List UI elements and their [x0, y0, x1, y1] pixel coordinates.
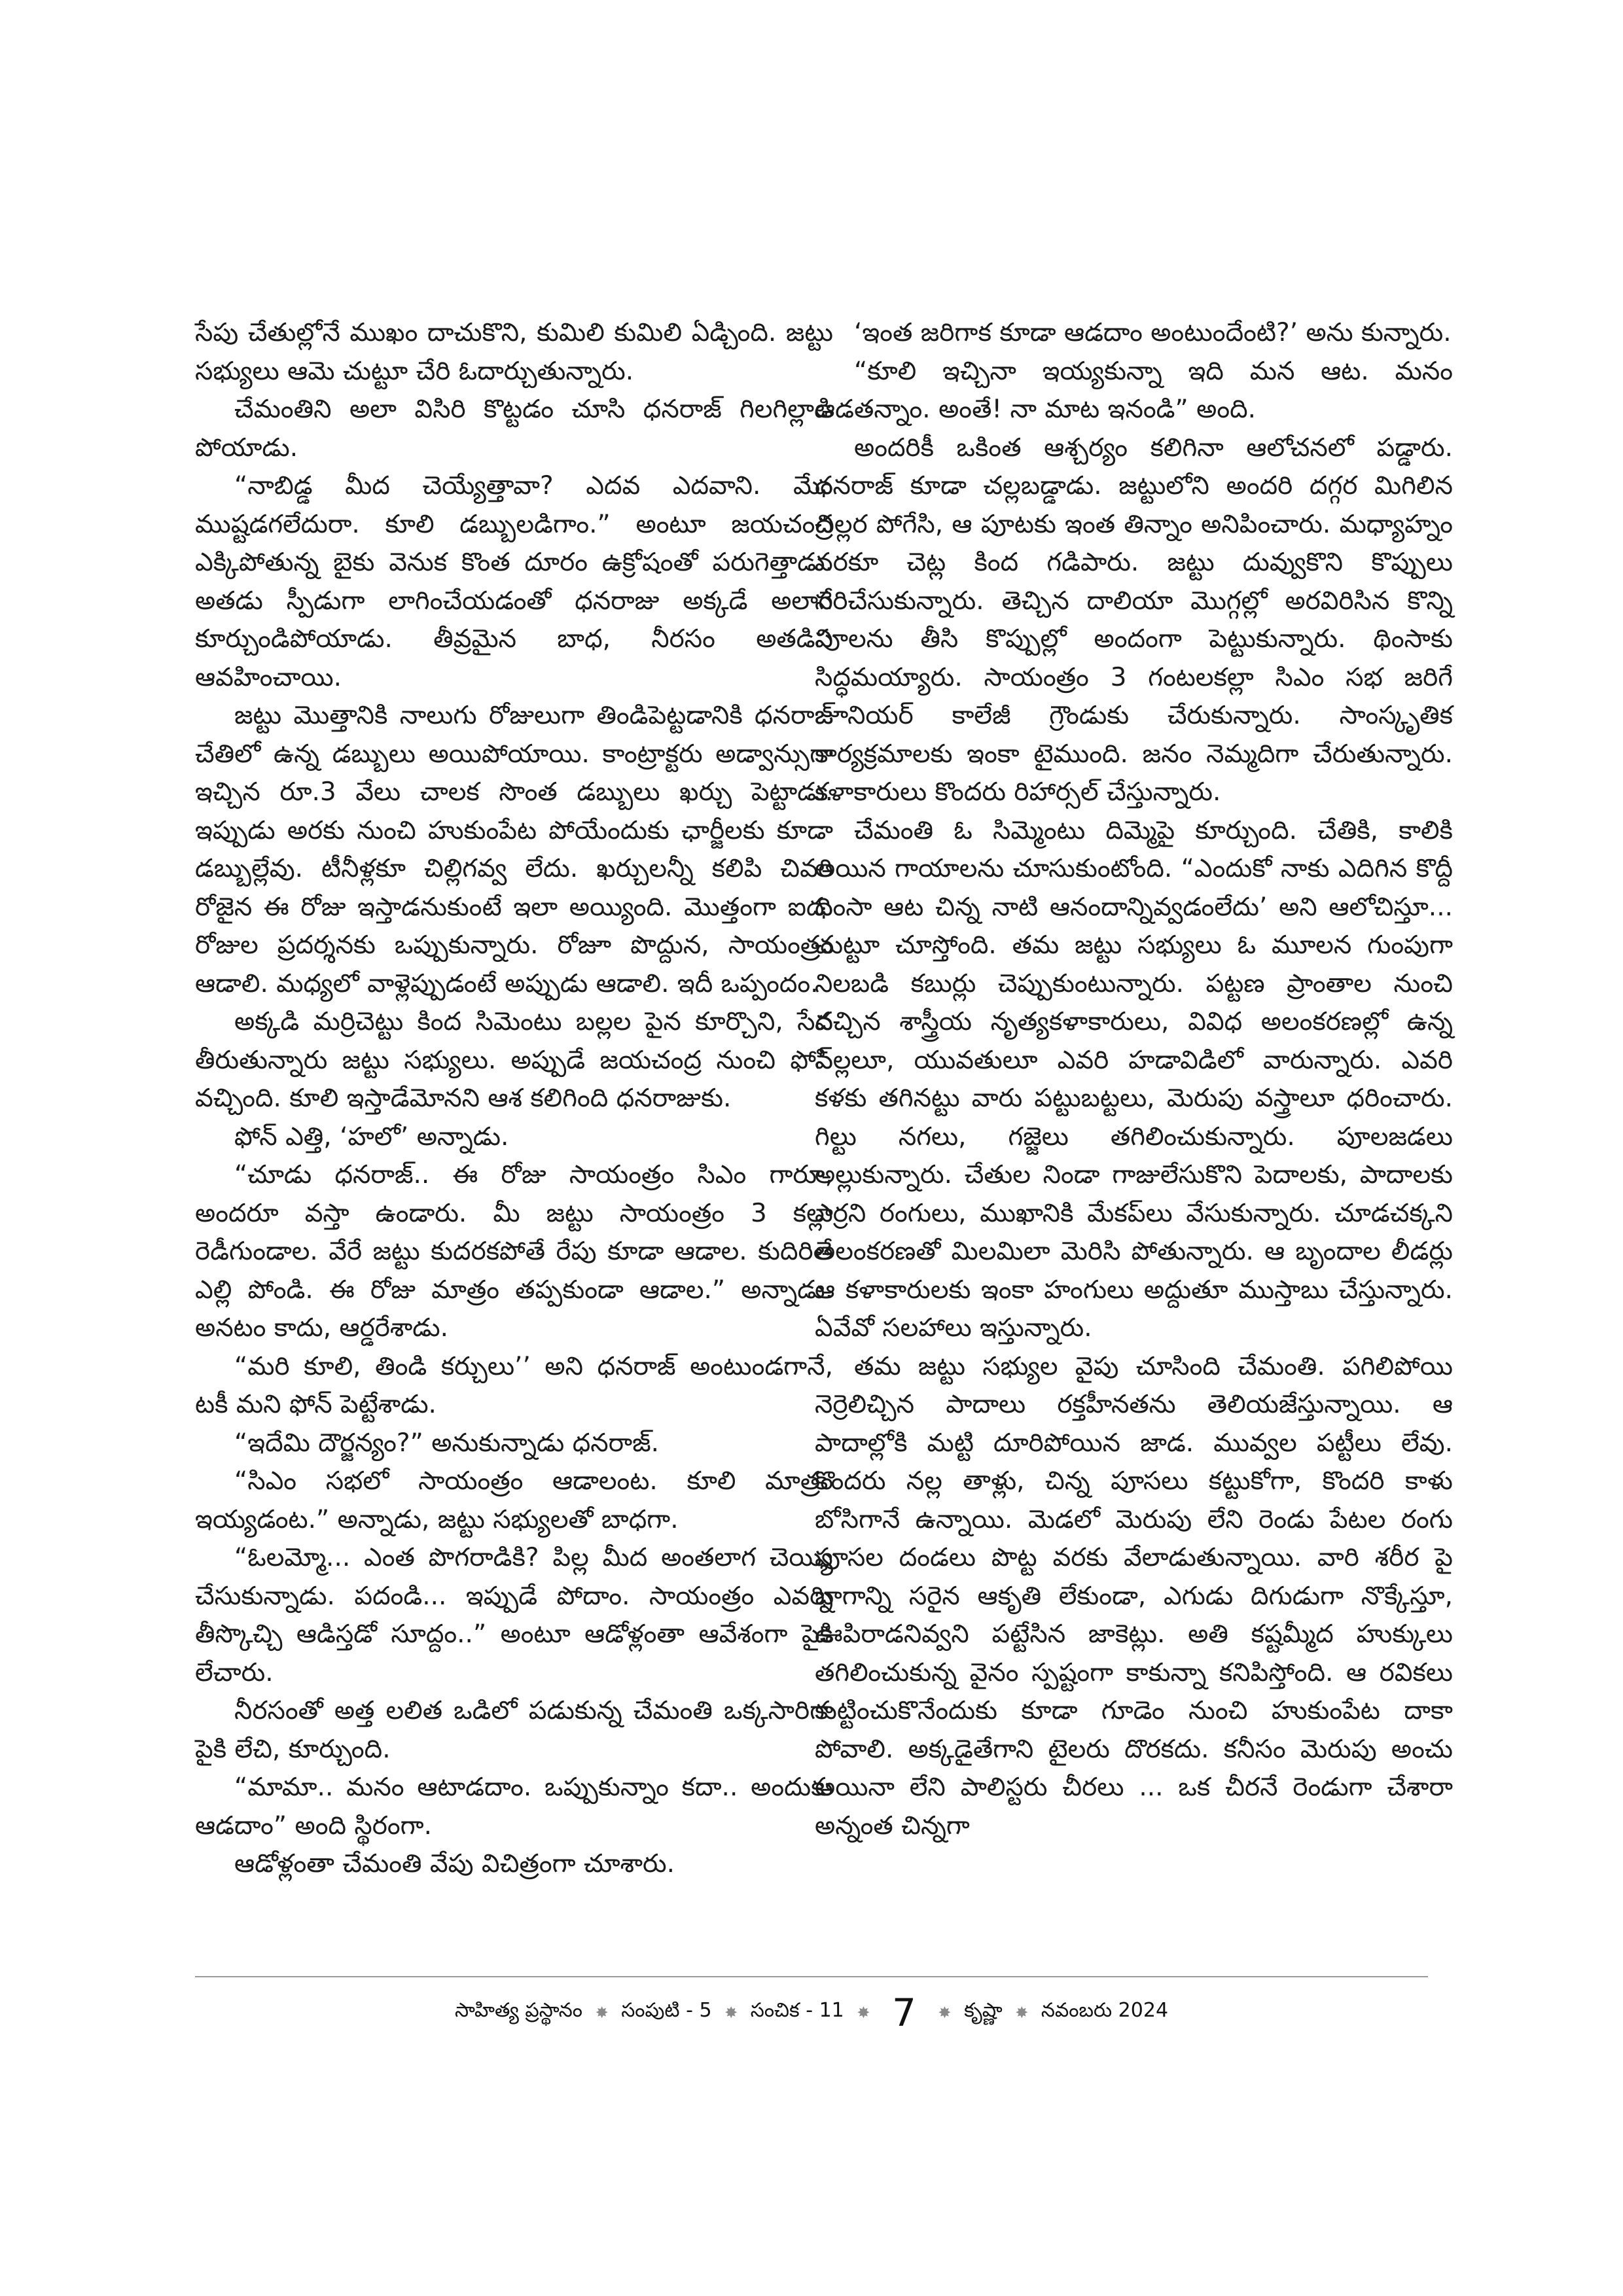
separator-icon: ✸ [724, 2004, 738, 2022]
footer-rule [195, 1976, 1428, 1977]
paragraph: “ఓలమ్మో... ఎంత పొగరాడికి? పిల్ల మీద అంతలాగ చెయ్యి చేసుకున్నాడు. పదండి... ఇప్పుడే పోదాం. సాయంత్రం ఎవర్ని తీస్కొచ్చి ఆడిస్తడో సూద్దం..” అంటూ ఆడోళ్లంతా ఆవేశంగా పైకి లేచారు. [195, 1543, 833, 1687]
magazine-name: సాహిత్య ప్రస్థానం [454, 1999, 583, 2022]
page-number: 7 [891, 1990, 916, 2035]
paragraph: చేమంతి ఓ సిమ్మెంటు దిమ్మెపై కూర్చుంది. చేతికి, కాలికి అయిన గాయాలను చూసుకుంటోంది. “ఎందుకో నాకు ఎదిగిన కొద్దీ థింసా ఆట చిన్న నాటి ఆనందాన్నివ్వడంలేదు’ అని ఆలోచిస్తూ... చుట్టూ చూస్తోంది. తమ జట్టు సభ్యులు ఓ మూలన గుంపుగా నిలబడి కబుర్లు చెప్పుకుంటున్నారు. పట్టణ ప్రాంతాల నుంచి వచ్చిన శాస్త్రీయ నృత్యకళాకారులు, వివిధ అలంకరణల్లో ఉన్న పిల్లలూ, యువతులూ ఎవరి హడావిడిలో వారున్నారు. ఎవరి కళకు తగినట్టు వారు పట్టుబట్టలు, మెరుపు వస్త్రాలూ ధరించారు. గిల్టు నగలు, గజ్జెలు తగిలించుకున్నారు. పూలజడలు అల్లుకున్నారు. చేతుల నిండా గాజులేసుకొని పెదాలకు, పాదాలకు ఎర్రని రంగులు, ముఖానికి మేకప్‌లు వేసుకున్నారు. చూడచక్కని అలంకరణతో మిలమిలా మెరిసి పోతున్నారు. ఆ బృందాల లీడర్లు ఆ కళాకారులకు ఇంకా హంగులు అద్దుతూ ముస్తాబు చేస్తున్నారు. ఏవేవో సలహాలు ఇస్తున్నారు. [815, 815, 1453, 1343]
right-column [815, 314, 1453, 1845]
paragraph: తమ జట్టు సభ్యుల వైపు చూసింది చేమంతి. పగిలిపోయి నెర్రెలిచ్చిన పాదాలు రక్తహీనతను తెలియజేస్తున్నాయి. ఆ పాదాల్లోకి మట్టి దూరిపోయిన జాడ. మువ్వల పట్టీలు లేవు. కొందరు నల్ల తాళ్లు, చిన్న పూసలు కట్టుకోగా, కొందరి కాళు బోసిగానే ఉన్నాయి. మెడలో మెరుపు లేని రెండు పేటల రంగు పూసల దండలు పొట్ట వరకు వేలాడుతున్నాయి. వారి శరీర పై భాగాన్ని సరైన ఆకృతి లేకుండా, ఎగుడు దిగుడుగా నొక్కేస్తూ, ఊపిరాడనివ్వని పట్టేసిన జాకెట్లు. అతి కష్టమ్మీద హుక్కులు తగిలించుకున్న వైనం స్పష్టంగా కాకున్నా కనిపిస్తోంది. ఆ రవికలు కుట్టించుకొనేందుకు కూడా గూడెం నుంచి హుకుంపేట దాకా పోవాలి. అక్కడైతేగాని టైలరు దొరకదు. కనీసం మెరుపు అంచు అయినా లేని పాలిస్టరు చీరలు ... ఒక చీరనే రెండుగా చేశారా అన్నంత చిన్నగా [815, 1351, 1453, 1841]
issue-label: సంచిక - 11 [750, 1999, 844, 2022]
paragraph: అందరికీ ఒకింత ఆశ్చర్యం కలిగినా ఆలోచనలో పడ్డారు. ధనరాజ్ కూడా చల్లబడ్డాడు. జట్టులోని అందరి దగ్గర మిగిలిన చిల్లర పోగేసి, ఆ పూటకు ఇంత తిన్నాం అనిపించారు. మధ్యాహ్నం వరకూ చెట్ల కింద గడిపారు. జట్టు దువ్వుకొని కొప్పులు సరిచేసుకున్నారు. తెచ్చిన దాలియా మొగ్గల్లో అరవిరిసిన కొన్ని పూలను తీసి కొప్పుల్లో అందంగా పెట్టుకున్నారు. థింసాకు సిద్ధమయ్యారు. సాయంత్రం 3 గంటలకల్లా సిఎం సభ జరిగే జూనియర్ కాలేజీ గ్రౌండుకు చేరుకున్నారు. సాంస్కృతిక కార్యక్రమాలకు ఇంకా టైముంది. జనం నెమ్మదిగా చేరుతున్నారు. కళాకారులు కొందరు రిహార్సల్ చేస్తున్నారు. [815, 433, 1453, 807]
left-column [195, 314, 833, 1884]
paragraph: “సిఎం సభలో సాయంత్రం ఆడాలంట. కూలి మాత్రం ఇయ్యడంట.” అన్నాడు, జట్టు సభ్యులతో బాధగా. [195, 1466, 833, 1534]
paragraph: “కూలి ఇచ్చినా ఇయ్యకున్నా ఇది మన ఆట. మనం ఆడతన్నాం. అంతే! నా మాట ఇనండి” అంది. [815, 356, 1453, 424]
page-footer [0, 1990, 1623, 2035]
paragraph: నీరసంతో అత్త లలిత ఒడిలో పడుకున్న చేమంతి ఒక్కసారిగా పైకి లేచి, కూర్చుంది. [195, 1696, 833, 1764]
paragraph: “ఇదేమి దౌర్జన్యం?” అనుకున్నాడు ధనరాజ్. [234, 1428, 660, 1458]
volume-label: సంపుటి - 5 [621, 1999, 712, 2022]
paragraph: “మామా.. మనం ఆటాడదాం. ఒప్పుకున్నాం కదా.. అందుకు ఆడదాం” అంది స్థిరంగా. [195, 1773, 833, 1841]
paragraph: ఫోన్ ఎత్తి, ‘హలో’ అన్నాడు. [234, 1122, 509, 1152]
paragraph: “చూడు ధనరాజ్.. ఈ రోజు సాయంత్రం సిఎం గారూ, అందరూ వస్తా ఉండారు. మీ జట్టు సాయంత్రం 3 కల్లా రెడీగుండాల. వేరే జట్టు కుదరకపోతే రేపు కూడా ఆడాల. కుదిరితే ఎల్లి పోండి. ఈ రోజు మాత్రం తప్పకుండా ఆడాల.” అన్నాడు. అనటం కాదు, ఆర్డరేశాడు. [195, 1160, 833, 1343]
separator-icon: ✸ [595, 2004, 609, 2022]
paragraph: ‘ఇంత జరిగాక కూడా ఆడదాం అంటుందేంటి?’ అను కున్నారు. [854, 318, 1452, 347]
issue-date: నవంబరు 2024 [1041, 1999, 1169, 2022]
paragraph: జట్టు మొత్తానికి నాలుగు రోజులుగా తిండిపెట్టడానికి ధనరాజ్ చేతిలో ఉన్న డబ్బులు అయిపోయాయి. కాంట్రాక్టరు అడ్వాన్సుగా ఇచ్చిన రూ.3 వేలు చాలక సొంత డబ్బులు ఖర్చు పెట్టాడు. ఇప్పుడు అరకు నుంచి హుకుంపేట పోయేందుకు ఛార్జీలకు కూడా డబ్బుల్లేవు. టీనీళ్లకూ చిల్లిగవ్వ లేదు. ఖర్చులన్నీ కలిపి చివరి రోజైన ఈ రోజు ఇస్తాడనుకుంటే ఇలా అయ్యింది. మొత్తంగా ఐదు రోజుల ప్రదర్శనకు ఒప్పుకున్నారు. రోజూ పొద్దున, సాయంత్రం ఆడాలి. మధ్యలో వాళ్లెప్పుడంటే అప్పుడు ఆడాలి. ఇదీ ఒప్పందం. [195, 701, 833, 998]
paragraph: “మరి కూలి, తిండి కర్చులు’’ అని ధనరాజ్ అంటుండగానే, టకీ మని ఫోన్ పెట్టేశాడు. [195, 1351, 833, 1419]
paragraph: చేమంతిని అలా విసిరి కొట్టడం చూసి ధనరాజ్ గిలగిల్లాడి పోయాడు. [195, 395, 833, 463]
author-name: కృష్ణా [964, 1999, 1003, 2022]
separator-icon: ✸ [857, 2004, 870, 2022]
paragraph: అక్కడి మర్రిచెట్టు కింద సిమెంటు బల్లల పైన కూర్చొని, సేద తీరుతున్నారు జట్టు సభ్యులు. అప్పుడే జయచంద్ర నుంచి ఫోన్ వచ్చింది. కూలి ఇస్తాడేమోనని ఆశ కలిగింది ధనరాజుకు. [195, 1007, 833, 1113]
paragraph: “నాబిడ్డ మీద చెయ్యేత్తావా? ఎదవ ఎదవాని. మేం ముష్టడగలేదురా. కూలి డబ్బులడిగాం.” అంటూ జయచంద్ర ఎక్కిపోతున్న బైకు వెనుక కొంత దూరం ఉక్రోషంతో పరుగెత్తాడు. అతడు స్పీడుగా లాగించేయడంతో ధనరాజు అక్కడే అలాగే కూర్చుండిపోయాడు. తీవ్రమైన బాధ, నీరసం అతడిని ఆవహించాయి. [195, 471, 833, 692]
paragraph: సేపు చేతుల్లోనే ముఖం దాచుకొని, కుమిలి కుమిలి ఏడ్చింది. జట్టు సభ్యులు ఆమె చుట్టూ చేరి ఓదార్చుతున్నారు. [195, 318, 833, 386]
separator-icon: ✸ [938, 2004, 952, 2022]
paragraph: ఆడోళ్లంతా చేమంతి వేపు విచిత్రంగా చూశారు. [234, 1849, 675, 1879]
separator-icon: ✸ [1015, 2004, 1029, 2022]
